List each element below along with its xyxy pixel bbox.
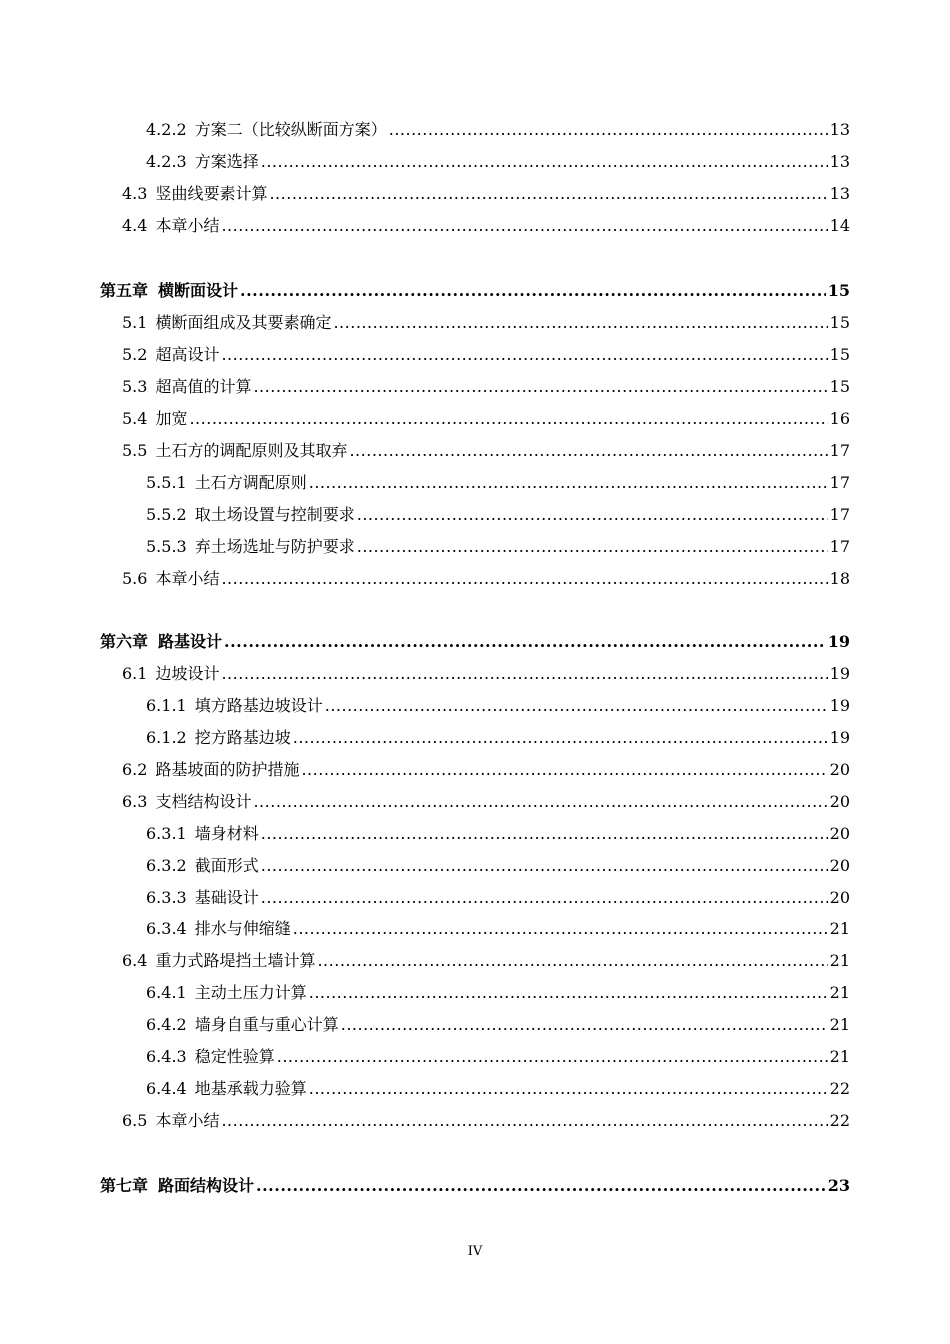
toc-entry-number: 4.3 [122,184,148,203]
toc-section-entry[interactable] [146,888,850,908]
toc-section-entry[interactable] [122,345,850,365]
toc-entry-number: 6.1.1 [146,696,187,715]
toc-section-entry[interactable] [146,473,850,493]
toc-entry-page: 21 [829,919,850,938]
toc-section-entry[interactable] [146,696,850,716]
toc-section-entry[interactable] [146,1079,850,1099]
toc-dot-leader [293,728,828,748]
toc-dot-leader [224,632,826,652]
toc-dot-leader [261,856,828,876]
toc-entry-title: 本章小结 [155,1111,220,1130]
toc-entry-title: 截面形式 [194,856,259,875]
toc-entry-page: 20 [829,856,850,875]
toc-entry-title: 填方路基边坡设计 [194,696,323,715]
toc-section-entry[interactable] [146,983,850,1003]
toc-entry-page: 13 [829,120,850,139]
toc-entry-title: 超高值的计算 [155,377,252,396]
toc-section-entry[interactable] [122,216,850,236]
toc-entry-number: 4.2.3 [146,152,187,171]
toc-entry-title: 主动土压力计算 [194,983,307,1002]
toc-entry-number: 6.3.2 [146,856,187,875]
toc-entry-number: 6.1.2 [146,728,187,747]
toc-dot-leader [240,281,826,301]
toc-entry-page: 15 [829,377,850,396]
toc-dot-leader [189,409,827,429]
toc-dot-leader [349,441,827,461]
toc-entry-title: 边坡设计 [155,664,220,683]
toc-dot-leader [221,345,827,365]
toc-entry-page: 17 [829,473,850,492]
toc-entry-page: 20 [829,792,850,811]
toc-dot-leader [301,760,827,780]
toc-section-entry[interactable] [146,919,850,939]
toc-entry-title: 超高设计 [155,345,220,364]
toc-section-entry[interactable] [122,1111,850,1131]
toc-chapter-entry[interactable] [100,1176,850,1196]
toc-entry-page: 17 [829,441,850,460]
toc-entry-number: 5.1 [122,313,148,332]
toc-entry-number: 5.5.3 [146,537,187,556]
toc-entry-number: 第六章 [100,632,149,651]
toc-entry-title: 排水与伸缩缝 [194,919,291,938]
toc-entry-title: 土石方的调配原则及其取弃 [155,441,348,460]
toc-entry-title: 加宽 [155,409,188,428]
toc-entry-title: 竖曲线要素计算 [155,184,268,203]
toc-entry-page: 14 [829,216,850,235]
toc-entry-number: 5.5.1 [146,473,187,492]
toc-entry-number: 第五章 [100,281,149,300]
toc-dot-leader [277,1047,828,1067]
toc-dot-leader [333,313,827,333]
toc-entry-number: 6.4.1 [146,983,187,1002]
toc-section-entry[interactable] [122,792,850,812]
toc-entry-title: 墙身自重与重心计算 [194,1015,339,1034]
toc-entry-page: 15 [829,313,850,332]
toc-section-entry[interactable] [146,505,850,525]
toc-dot-leader [389,120,828,140]
toc-entry-title: 地基承载力验算 [194,1079,307,1098]
toc-entry-page: 19 [827,632,850,651]
toc-dot-leader [269,184,827,204]
toc-entry-number: 5.6 [122,569,148,588]
toc-entry-page: 23 [827,1176,850,1195]
toc-entry-title: 挖方路基边坡 [194,728,291,747]
toc-dot-leader [221,569,827,589]
toc-entry-page: 17 [829,537,850,556]
toc-entry-number: 6.1 [122,664,148,683]
toc-entry-title: 土石方调配原则 [194,473,307,492]
toc-section-entry[interactable] [146,1047,850,1067]
toc-entry-page: 13 [829,152,850,171]
toc-section-entry[interactable] [122,664,850,684]
toc-entry-title: 弃土场选址与防护要求 [194,537,355,556]
toc-entry-page: 22 [829,1079,850,1098]
toc-entry-title: 路基设计 [158,632,223,651]
toc-entry-title: 路面结构设计 [158,1176,255,1195]
toc-section-entry[interactable] [122,760,850,780]
toc-entry-number: 4.2.2 [146,120,187,139]
toc-entry-title: 本章小结 [155,216,220,235]
toc-entry-page: 16 [829,409,850,428]
toc-entry-page: 22 [829,1111,850,1130]
toc-dot-leader [325,696,828,716]
toc-dot-leader [221,664,827,684]
toc-entry-number: 6.3.4 [146,919,187,938]
toc-entry-page: 20 [829,760,850,779]
page-number-footer: IV [467,1244,483,1259]
toc-entry-page: 19 [829,696,850,715]
toc-entry-title: 本章小结 [155,569,220,588]
toc-section-entry[interactable] [146,152,850,172]
toc-section-entry[interactable] [122,951,850,971]
toc-entry-page: 15 [829,345,850,364]
toc-entry-number: 5.5 [122,441,148,460]
toc-entry-number: 6.3 [122,792,148,811]
toc-entry-title: 方案选择 [194,152,259,171]
toc-entry-title: 支档结构设计 [155,792,252,811]
toc-entry-title: 横断面组成及其要素确定 [155,313,332,332]
toc-entry-page: 21 [829,983,850,1002]
toc-entry-number: 6.4.4 [146,1079,187,1098]
toc-section-entry[interactable] [146,537,850,557]
toc-entry-page: 21 [829,1015,850,1034]
toc-entry-number: 第七章 [100,1176,149,1195]
toc-entry-number: 6.5 [122,1111,148,1130]
toc-entry-title: 重力式路堤挡土墙计算 [155,951,316,970]
toc-section-entry[interactable] [122,569,850,589]
toc-section-entry[interactable] [146,1015,850,1035]
toc-dot-leader [357,537,828,557]
toc-section-entry[interactable] [146,728,850,748]
toc-entry-number: 6.3.3 [146,888,187,907]
toc-section-entry[interactable] [146,824,850,844]
toc-dot-leader [293,919,828,939]
toc-entry-page: 20 [829,824,850,843]
toc-entry-number: 6.4 [122,951,148,970]
toc-section-entry[interactable] [122,313,850,333]
toc-entry-number: 5.5.2 [146,505,187,524]
toc-dot-leader [256,1176,826,1196]
toc-dot-leader [309,473,828,493]
toc-section-entry[interactable] [146,856,850,876]
toc-dot-leader [261,824,828,844]
toc-entry-page: 13 [829,184,850,203]
toc-entry-number: 5.2 [122,345,148,364]
toc-dot-leader [261,152,828,172]
toc-entry-page: 21 [829,951,850,970]
toc-entry-page: 18 [829,569,850,588]
toc-dot-leader [357,505,828,525]
toc-dot-leader [341,1015,828,1035]
toc-section-entry[interactable] [122,409,850,429]
toc-section-entry[interactable] [122,184,850,204]
toc-entry-number: 6.3.1 [146,824,187,843]
toc-chapter-entry[interactable] [100,281,850,301]
toc-entry-page: 15 [827,281,850,300]
toc-entry-page: 19 [829,728,850,747]
toc-section-entry[interactable] [146,120,850,140]
toc-entry-number: 6.4.2 [146,1015,187,1034]
toc-chapter-entry[interactable] [100,632,850,652]
toc-entry-title: 基础设计 [194,888,259,907]
toc-dot-leader [253,377,827,397]
toc-entry-number: 6.2 [122,760,148,779]
toc-entry-title: 墙身材料 [194,824,259,843]
toc-dot-leader [253,792,827,812]
toc-entry-number: 5.4 [122,409,148,428]
toc-entry-number: 5.3 [122,377,148,396]
toc-dot-leader [221,216,827,236]
toc-dot-leader [309,1079,828,1099]
toc-dot-leader [261,888,828,908]
toc-entry-number: 6.4.3 [146,1047,187,1066]
toc-entry-title: 路基坡面的防护措施 [155,760,300,779]
toc-entry-title: 稳定性验算 [194,1047,275,1066]
toc-section-entry[interactable] [122,377,850,397]
toc-dot-leader [309,983,828,1003]
toc-entry-page: 19 [829,664,850,683]
toc-entry-page: 21 [829,1047,850,1066]
toc-entry-title: 方案二（比较纵断面方案） [194,120,387,139]
toc-section-entry[interactable] [122,441,850,461]
toc-dot-leader [221,1111,827,1131]
toc-entry-page: 20 [829,888,850,907]
toc-entry-page: 17 [829,505,850,524]
toc-entry-title: 横断面设计 [158,281,239,300]
toc-entry-title: 取土场设置与控制要求 [194,505,355,524]
toc-entry-number: 4.4 [122,216,148,235]
toc-dot-leader [317,951,827,971]
